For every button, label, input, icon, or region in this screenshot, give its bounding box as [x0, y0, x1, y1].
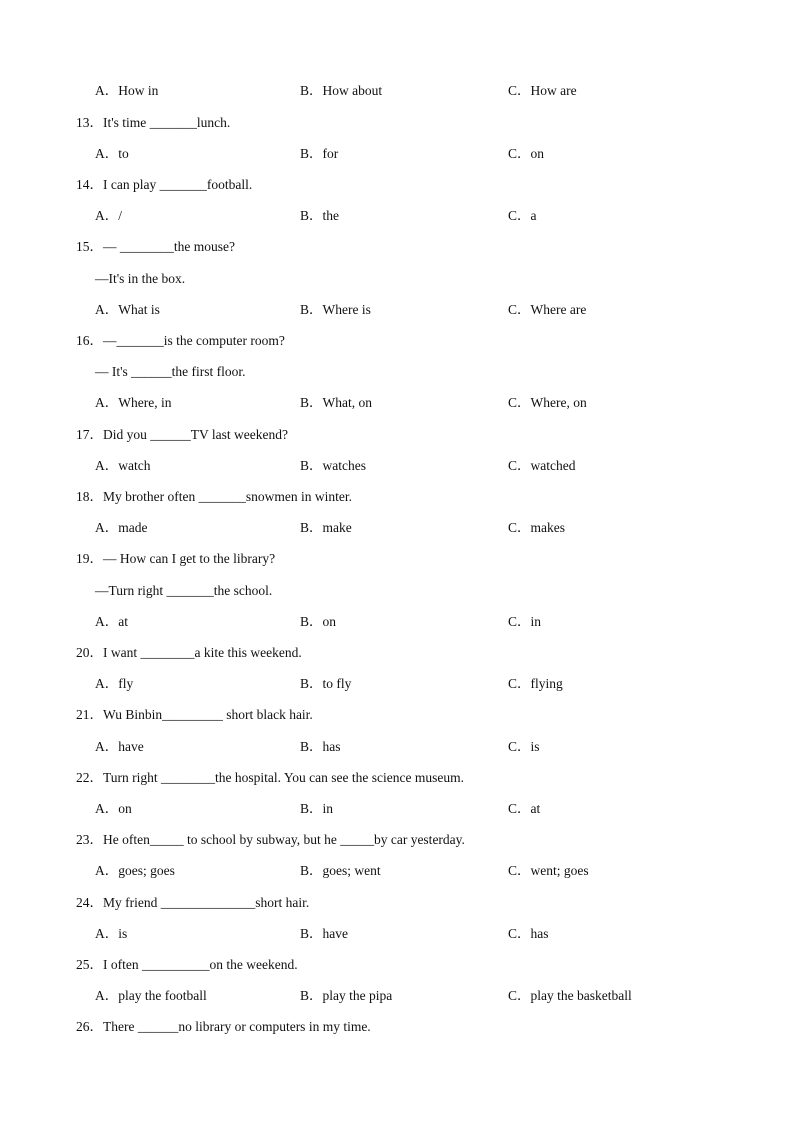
option-b[interactable]: B．play the pipa — [300, 988, 393, 1003]
options-row-14 — [0, 206, 794, 226]
option-c[interactable]: C．in — [508, 614, 542, 629]
option-a[interactable]: A．at — [95, 614, 128, 629]
option-c[interactable]: C．flying — [508, 676, 563, 691]
option-a[interactable]: A．watch — [95, 458, 151, 473]
option-a[interactable]: A．/ — [95, 208, 122, 223]
question-15-reply: —It's in the box. — [95, 271, 186, 286]
option-b[interactable]: B．to fly — [300, 676, 352, 691]
option-c[interactable]: C．makes — [508, 520, 565, 535]
option-b[interactable]: B．have — [300, 926, 348, 941]
question-19-reply: —Turn right _______the school. — [95, 583, 273, 598]
options-row-21 — [0, 737, 794, 757]
option-b[interactable]: B．has — [300, 739, 341, 754]
option-b[interactable]: B．the — [300, 208, 339, 223]
question-14-stem: 14．I can play _______football. — [76, 177, 253, 192]
options-row-25 — [0, 986, 794, 1006]
question-21-stem: 21．Wu Binbin_________ short black hair. — [76, 707, 313, 722]
options-row-20 — [0, 674, 794, 694]
options-row-15 — [0, 300, 794, 320]
option-c[interactable]: C．at — [508, 801, 541, 816]
option-c[interactable]: C．play the basketball — [508, 988, 632, 1003]
question-24-stem: 24．My friend ______________short hair. — [76, 895, 310, 910]
option-b[interactable]: B．for — [300, 146, 339, 161]
option-a[interactable]: A．Where, in — [95, 395, 172, 410]
option-c[interactable]: C．Where are — [508, 302, 587, 317]
question-20-stem: 20．I want ________a kite this weekend. — [76, 645, 302, 660]
options-row-13 — [0, 144, 794, 164]
option-c[interactable]: C．on — [508, 146, 545, 161]
option-b[interactable]: B．How about — [300, 83, 383, 98]
option-a[interactable]: A．is — [95, 926, 128, 941]
options-row-24 — [0, 924, 794, 944]
option-c[interactable]: C．has — [508, 926, 549, 941]
options-row-16 — [0, 393, 794, 413]
option-a[interactable]: A．How in — [95, 83, 159, 98]
option-b[interactable]: B．on — [300, 614, 337, 629]
option-c[interactable]: C．went; goes — [508, 863, 589, 878]
question-25-stem: 25．I often __________on the weekend. — [76, 957, 298, 972]
option-c[interactable]: C．a — [508, 208, 537, 223]
question-23-stem: 23．He often_____ to school by subway, but he _____by car yesterday. — [76, 832, 465, 847]
option-c[interactable]: C．is — [508, 739, 540, 754]
question-13-stem: 13．It's time _______lunch. — [76, 115, 231, 130]
options-row-22 — [0, 799, 794, 819]
options-row-18 — [0, 518, 794, 538]
option-b[interactable]: B．in — [300, 801, 334, 816]
option-a[interactable]: A．goes; goes — [95, 863, 175, 878]
option-b[interactable]: B．Where is — [300, 302, 371, 317]
question-22-stem: 22．Turn right ________the hospital. You can see the science museum. — [76, 770, 464, 785]
option-a[interactable]: A．have — [95, 739, 144, 754]
options-row-12 — [0, 81, 794, 101]
question-16-stem: 16．—_______is the computer room? — [76, 333, 285, 348]
option-c[interactable]: C．Where, on — [508, 395, 587, 410]
option-a[interactable]: A．to — [95, 146, 129, 161]
option-b[interactable]: B．goes; went — [300, 863, 381, 878]
option-a[interactable]: A．play the football — [95, 988, 207, 1003]
option-b[interactable]: B．What, on — [300, 395, 372, 410]
question-17-stem: 17．Did you ______TV last weekend? — [76, 427, 288, 442]
option-b[interactable]: B．watches — [300, 458, 366, 473]
options-row-23 — [0, 861, 794, 881]
question-15-stem: 15．— ________the mouse? — [76, 239, 235, 254]
question-26-stem: 26．There ______no library or computers in my time. — [76, 1019, 371, 1034]
option-c[interactable]: C．watched — [508, 458, 576, 473]
options-row-19 — [0, 612, 794, 632]
option-a[interactable]: A．What is — [95, 302, 160, 317]
question-16-reply: — It's ______the first floor. — [95, 364, 246, 379]
options-row-17 — [0, 456, 794, 476]
question-18-stem: 18．My brother often _______snowmen in winter. — [76, 489, 352, 504]
option-a[interactable]: A．on — [95, 801, 132, 816]
option-b[interactable]: B．make — [300, 520, 352, 535]
option-c[interactable]: C．How are — [508, 83, 577, 98]
question-19-stem: 19．— How can I get to the library? — [76, 551, 276, 566]
option-a[interactable]: A．made — [95, 520, 148, 535]
option-a[interactable]: A．fly — [95, 676, 134, 691]
